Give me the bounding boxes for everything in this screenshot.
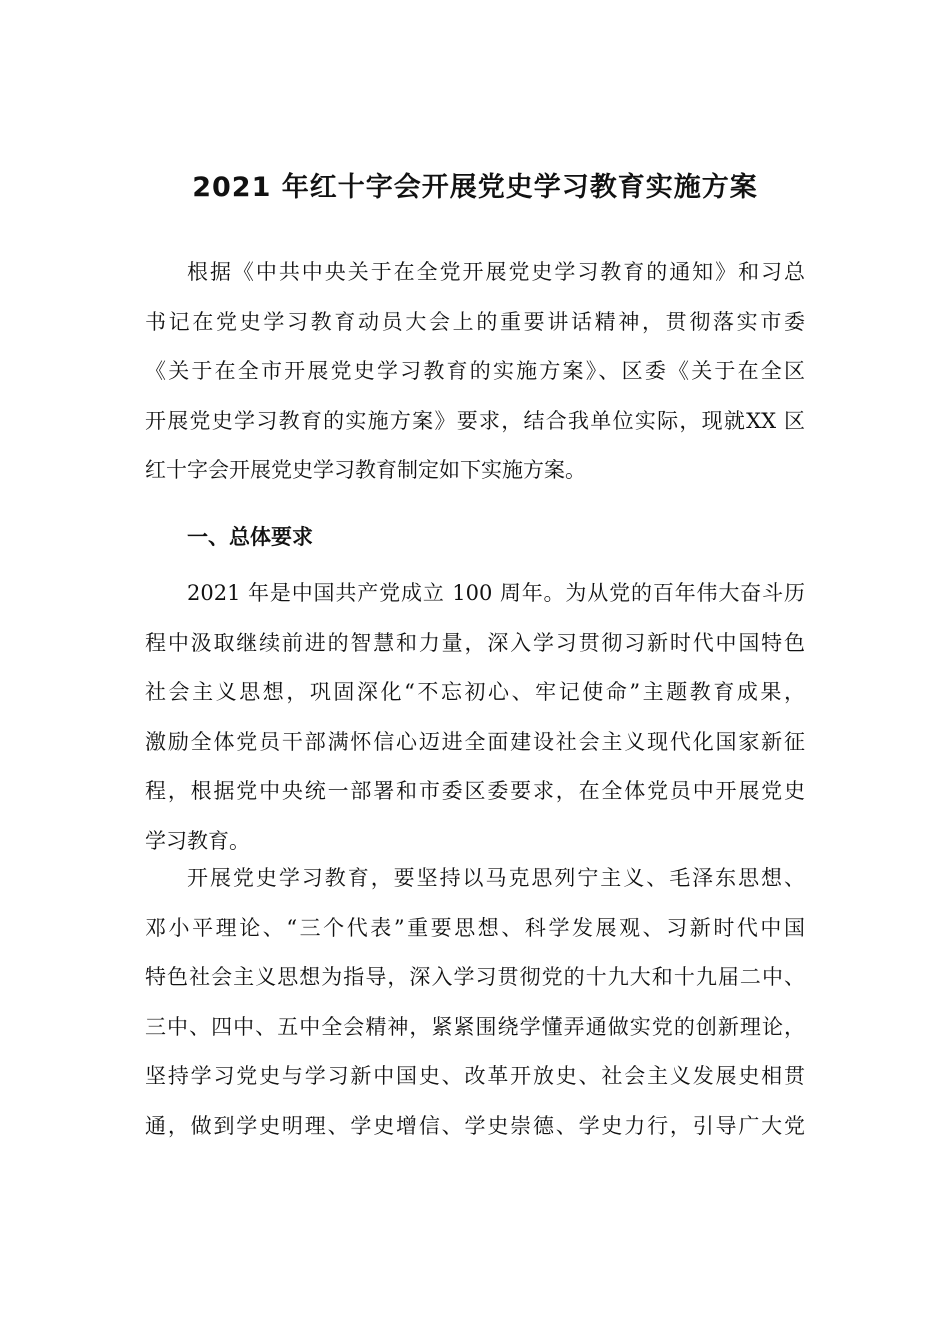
text-line: 坚持学习党史与学习新中国史、改革开放史、社会主义发展史相贯 xyxy=(145,1064,805,1088)
text-line: 特色社会主义思想为指导，深入学习贯彻党的十九大和十九届二中、 xyxy=(145,965,805,989)
text-line: 三中、四中、五中全会精神，紧紧围绕学懂弄通做实党的创新理论， xyxy=(145,1014,805,1039)
text-line: 书记在党史学习教育动员大会上的重要讲话精神，贯彻落实市委 xyxy=(145,309,805,334)
text-line: 开展党史学习教育，要坚持以马克思列宁主义、毛泽东思想、 xyxy=(187,866,805,890)
text-line: 激励全体党员干部满怀信心迈进全面建设社会主义现代化国家新征 xyxy=(145,729,805,754)
text-line: 社会主义思想，巩固深化“不忘初心、牢记使命”主题教育成果， xyxy=(145,680,805,704)
text-line: 邓小平理论、“三个代表”重要思想、科学发展观、习新时代中国 xyxy=(145,915,805,940)
paragraph-guidance xyxy=(145,854,805,1151)
text-line: 2021 年是中国共产党成立 100 周年。为从党的百年伟大奋斗历 xyxy=(187,581,805,605)
paragraph-intro xyxy=(145,248,805,496)
text-line: 学习教育。 xyxy=(145,828,250,853)
section-heading: 一、总体要求 xyxy=(187,525,313,549)
text-line: 程中汲取继续前进的智慧和力量，深入学习贯彻习新时代中国特色 xyxy=(145,630,805,655)
text-line: 《关于在全市开展党史学习教育的实施方案》、区委《关于在全区 xyxy=(145,359,805,383)
document-title: 2021 年红十字会开展党史学习教育实施方案 xyxy=(192,172,758,203)
text-line: 程，根据党中央统一部署和市委区委要求，在全体党员中开展党史 xyxy=(145,779,805,803)
text-line: 根据《中共中央关于在全党开展党史学习教育的通知》和习总 xyxy=(187,260,805,284)
paragraph-background xyxy=(145,569,805,866)
text-line: 通，做到学史明理、学史增信、学史崇德、学史力行，引导广大党 xyxy=(145,1113,805,1138)
text-line: 红十字会开展党史学习教育制定如下实施方案。 xyxy=(145,458,586,482)
text-line: 开展党史学习教育的实施方案》要求，结合我单位实际，现就XX 区 xyxy=(145,408,805,433)
